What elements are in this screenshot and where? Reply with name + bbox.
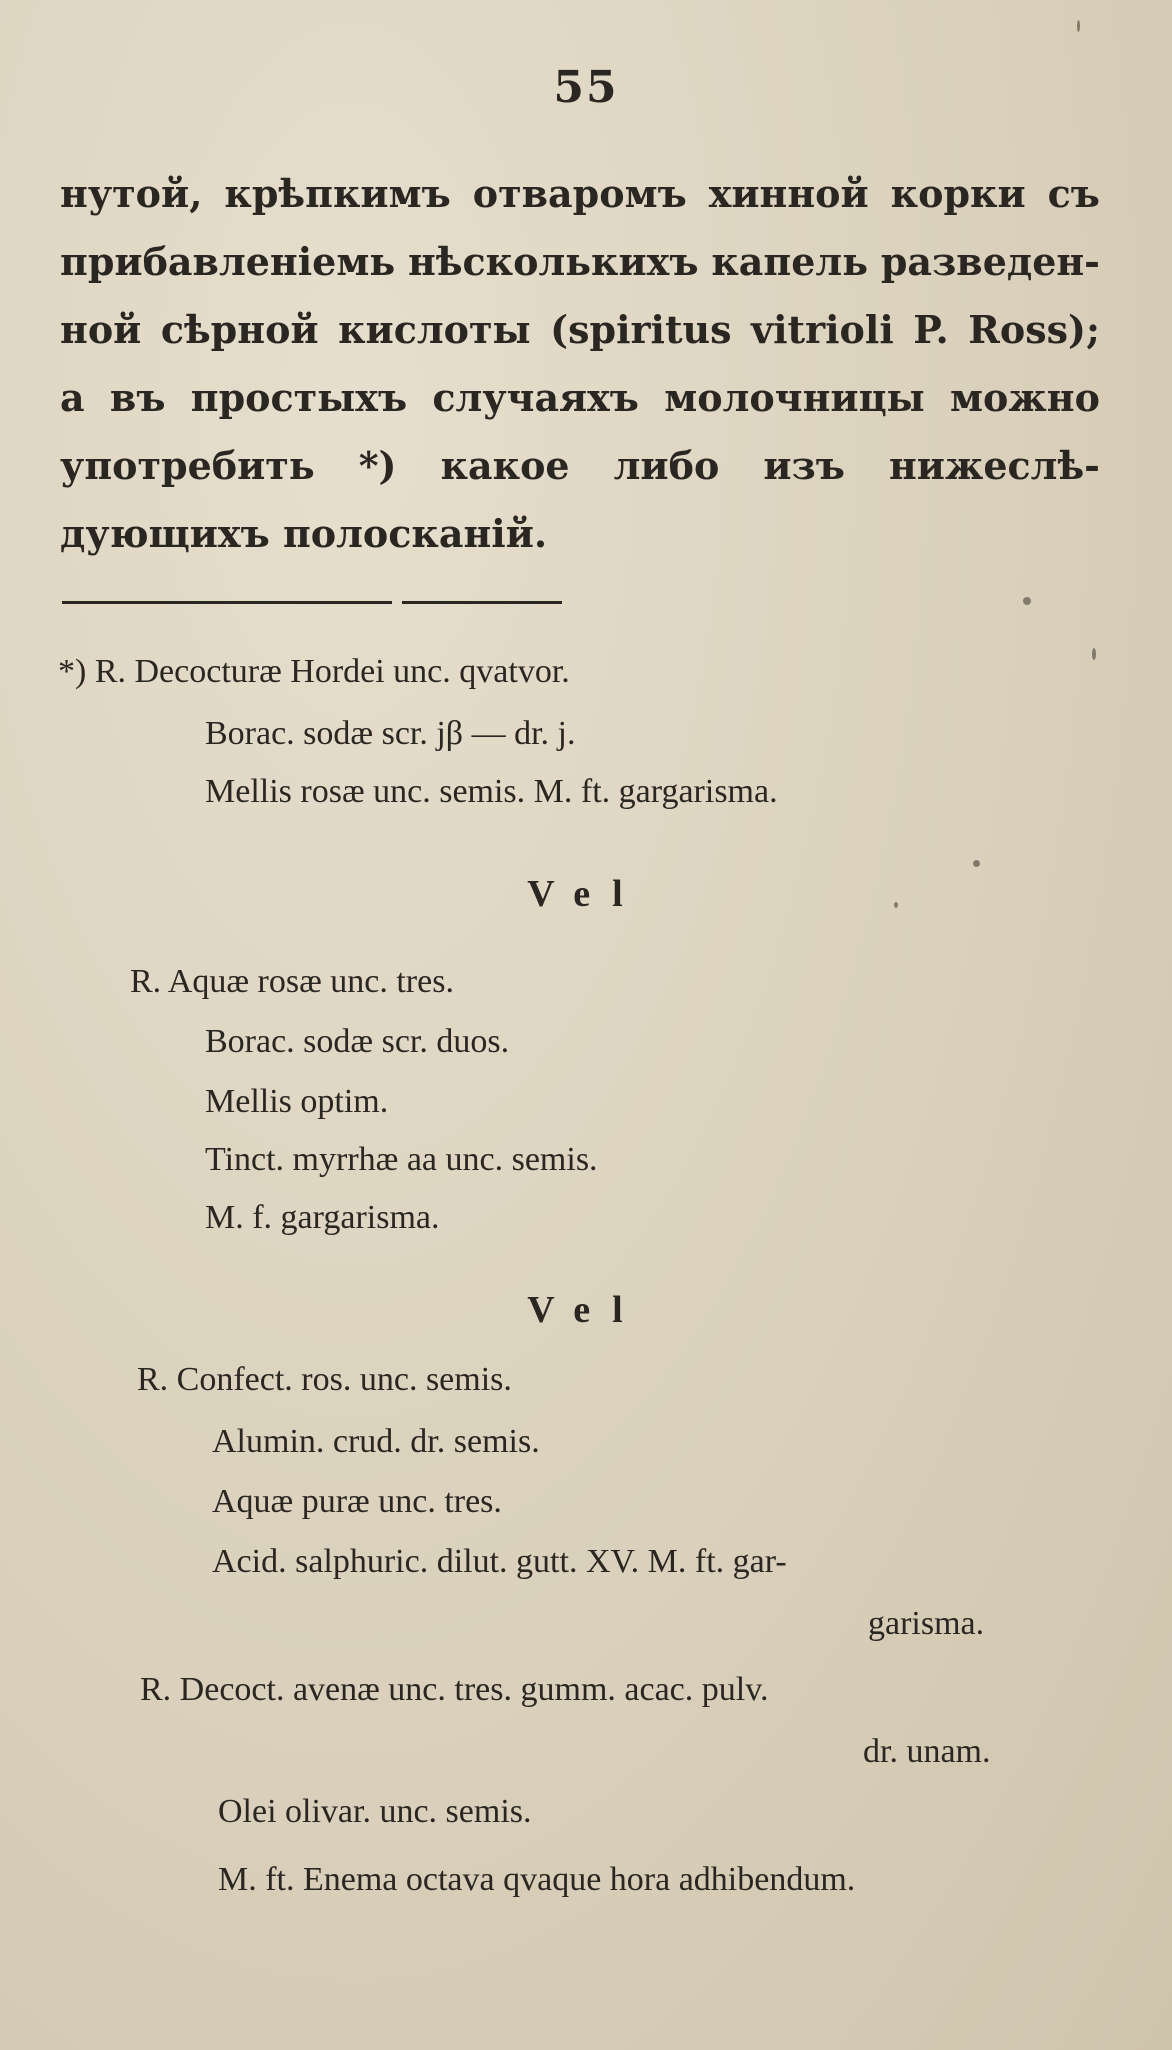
recipe-2-line-5: M. f. gargarisma. — [205, 1199, 440, 1236]
ink-speck — [1092, 648, 1096, 660]
recipe-2-line-2: Borac. sodæ scr. duos. — [205, 1023, 510, 1060]
body-word: изъ — [763, 443, 845, 488]
body-word: случаяхъ — [432, 375, 639, 420]
body-line-3 — [60, 296, 1100, 364]
body-word: какое — [440, 443, 570, 488]
body-word: *) — [358, 443, 397, 488]
ink-speck — [973, 860, 980, 867]
page-number: 55 — [553, 62, 619, 113]
ink-speck — [1023, 597, 1031, 605]
body-word: нутой, — [60, 171, 203, 216]
recipe-3-line-3: Aquæ puræ unc. tres. — [212, 1483, 502, 1520]
body-word: молочницы — [664, 375, 925, 420]
recipe-4-line-1: R. Decoct. avenæ unc. tres. gumm. acac. pulv. — [140, 1671, 769, 1708]
body-line-1 — [60, 160, 1100, 228]
footnote-divider-segment — [402, 601, 562, 604]
body-line-6-text: дующихъ полосканій. — [60, 511, 548, 556]
recipe-3-line-2: Alumin. crud. dr. semis. — [212, 1423, 540, 1460]
ink-speck — [1077, 20, 1080, 32]
recipe-4-line-3: Olei olivar. unc. semis. — [218, 1793, 532, 1830]
body-word: хинной — [708, 171, 869, 216]
body-line-5 — [60, 432, 1100, 500]
vel-separator-2: Vel — [527, 1289, 645, 1331]
body-word: корки — [890, 171, 1026, 216]
recipe-3-line-1: R. Confect. ros. unc. semis. — [137, 1361, 512, 1398]
body-line-2 — [60, 228, 1100, 296]
vel-separator-1: Vel — [527, 873, 645, 915]
body-word: въ — [109, 375, 166, 420]
body-word: P. — [913, 307, 949, 352]
body-word: нѣсколькихъ — [408, 239, 699, 284]
body-word: сѣрной — [160, 307, 319, 352]
body-word: крѣпкимъ — [224, 171, 451, 216]
body-line-4 — [60, 364, 1100, 432]
body-word: (spiritus — [550, 307, 732, 352]
body-word: можно — [950, 375, 1100, 420]
footnote-divider — [62, 601, 392, 604]
recipe-1-line-1: *) R. Decocturæ Hordei unc. qvatvor. — [58, 653, 570, 690]
body-word: капель — [711, 239, 868, 284]
body-line-6 — [60, 500, 1100, 568]
body-word: нижеслѣ- — [888, 443, 1100, 488]
recipe-4-line-4: M. ft. Enema octava qvaque hora adhibendum. — [218, 1861, 856, 1898]
body-word: простыхъ — [190, 375, 408, 420]
body-word: употребить — [60, 443, 315, 488]
recipe-4-line-2: dr. unam. — [863, 1733, 991, 1770]
body-word: прибавленіемь — [60, 239, 396, 284]
body-word: ной — [60, 307, 142, 352]
recipe-2-line-4: Tinct. myrrhæ aa unc. semis. — [205, 1141, 598, 1178]
body-word: кислоты — [338, 307, 531, 352]
recipe-1-line-2: Borac. sodæ scr. jβ — dr. j. — [205, 715, 576, 752]
body-word: а — [60, 375, 85, 420]
recipe-3-line-5: garisma. — [868, 1605, 985, 1642]
recipe-2-line-3: Mellis optim. — [205, 1083, 389, 1120]
ink-speck — [894, 902, 898, 908]
recipe-1-line-3: Mellis rosæ unc. semis. M. ft. gargarisma. — [205, 773, 778, 810]
body-word: съ — [1047, 171, 1100, 216]
recipe-3-line-4: Acid. salphuric. dilut. gutt. XV. M. ft. gar- — [212, 1543, 787, 1580]
body-word: разведен- — [880, 239, 1100, 284]
body-paragraph — [60, 160, 1100, 568]
body-word: отваромъ — [472, 171, 687, 216]
body-word: vitrioli — [751, 307, 894, 352]
body-word: либо — [613, 443, 720, 488]
recipe-2-line-1: R. Aquæ rosæ unc. tres. — [130, 963, 454, 1000]
body-word: Ross); — [968, 307, 1100, 352]
